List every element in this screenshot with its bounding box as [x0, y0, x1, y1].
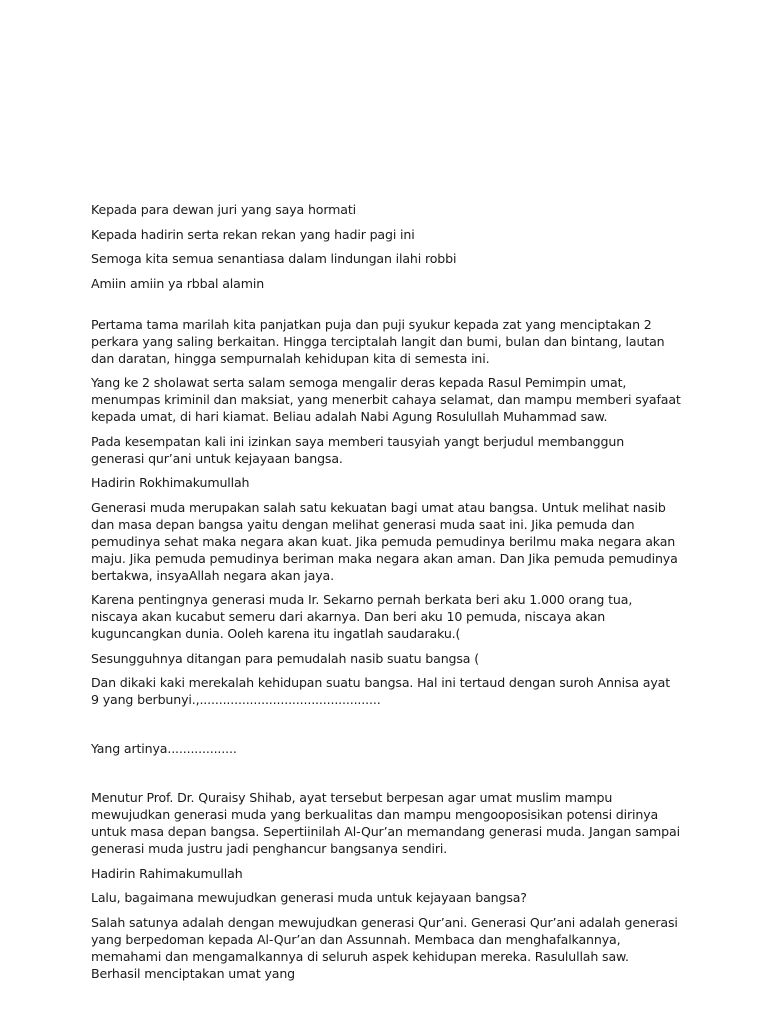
greeting-line-3: Semoga kita semua senantiasa dalam lindungan ilahi robbi — [91, 251, 457, 266]
sholawat-paragraph: Yang ke 2 sholawat serta salam semoga mengalir deras kepada Rasul Pemimpin umat, menumpas kriminil dan maksiat, yang menerbit cahaya selamat, dan mampu memberi syafaat kepada umat, di hari kiamat. Beliau adalah Nabi Agung Rosulullah Muhammad saw. — [91, 375, 681, 424]
youth-paragraph: Generasi muda merupakan salah satu kekuatan bagi umat atau bangsa. Untuk melihat nasib dan masa depan bangsa yaitu dengan melihat generasi muda saat ini. Jika pemuda dan pemudinya sehat maka negara akan kuat. Jika pemuda pemudinya berilmu maka negara akan maju. Jika pemuda pemudinya beriman maka negara akan aman. Dan Jika pemuda pemudinya bertakwa, insyaAllah negara akan jaya. — [91, 499, 678, 583]
address-rahimakumullah: Hadirin Rahimakumullah — [91, 865, 243, 881]
topic-paragraph: Pada kesempatan kali ini izinkan saya memberi tausyiah yangt berjudul membanggun generasi qur’ani untuk kejayaan bangsa. — [91, 433, 625, 466]
meaning-line: Yang artinya.................. — [91, 741, 237, 756]
document-body — [91, 201, 681, 989]
opening-paragraph: Pertama tama marilah kita panjatkan puja dan puji syukur kepada zat yang menciptakan 2 perkara yang saling berkaitan. Hingga terciptalah langit dan bumi, bulan dan bintang, lautan dan daratan, hingga sempurnalah kehidupan kita di semesta ini. — [91, 316, 665, 366]
question-paragraph: Lalu, bagaimana mewujudkan generasi muda untuk kejayaan bangsa? — [91, 890, 527, 905]
greeting-line-4: Amiin amiin ya rbbal alamin — [91, 275, 265, 291]
quraisy-paragraph: Menutur Prof. Dr. Quraisy Shihab, ayat tersebut berpesan agar umat muslim mampu mewujudkan generasi muda yang berkualitas dan mampu mengooposisikan potensi dirinya untuk masa depan bangsa. Sepertiinilah Al-Qur’an memandang generasi muda. Jangan sampai generasi muda justru jadi penghancur bangsanya sendiri. — [91, 790, 680, 856]
sekarno-paragraph: Karena pentingnya generasi muda Ir. Sekarno pernah berkata beri aku 1.000 orang tua, niscaya akan kucabut semeru dari akarnya. Dan beri aku 10 pemuda, niscaya akan kuguncangkan dunia. Ooleh karena itu ingatlah saudaraku.( — [91, 592, 633, 641]
annisa-paragraph: Dan dikaki kaki merekalah kehidupan suatu bangsa. Hal ini tertaud dengan suroh Annisa ayat 9 yang berbunyi.,............................................... — [91, 675, 671, 707]
quranic-generation-paragraph: Salah satunya adalah dengan mewujudkan generasi Qur’ani. Generasi Qur’ani adalah generasi yang berpedoman kepada Al-Qur’an dan Assunnah. Membaca dan menghafalkannya, memahami dan mengamalkannya di seluruh aspek kehidupan mereka. Rasulullah saw. Berhasil menciptakan umat yang — [91, 914, 678, 981]
greeting-line-2: Kepada hadirin serta rekan rekan yang hadir pagi ini — [91, 226, 415, 242]
fate-paragraph: Sesungguhnya ditangan para pemudalah nasib suatu bangsa ( — [91, 650, 479, 666]
greeting-line-1: Kepada para dewan juri yang saya hormati — [91, 202, 356, 217]
address-rokhimakumullah: Hadirin Rokhimakumullah — [91, 475, 250, 490]
